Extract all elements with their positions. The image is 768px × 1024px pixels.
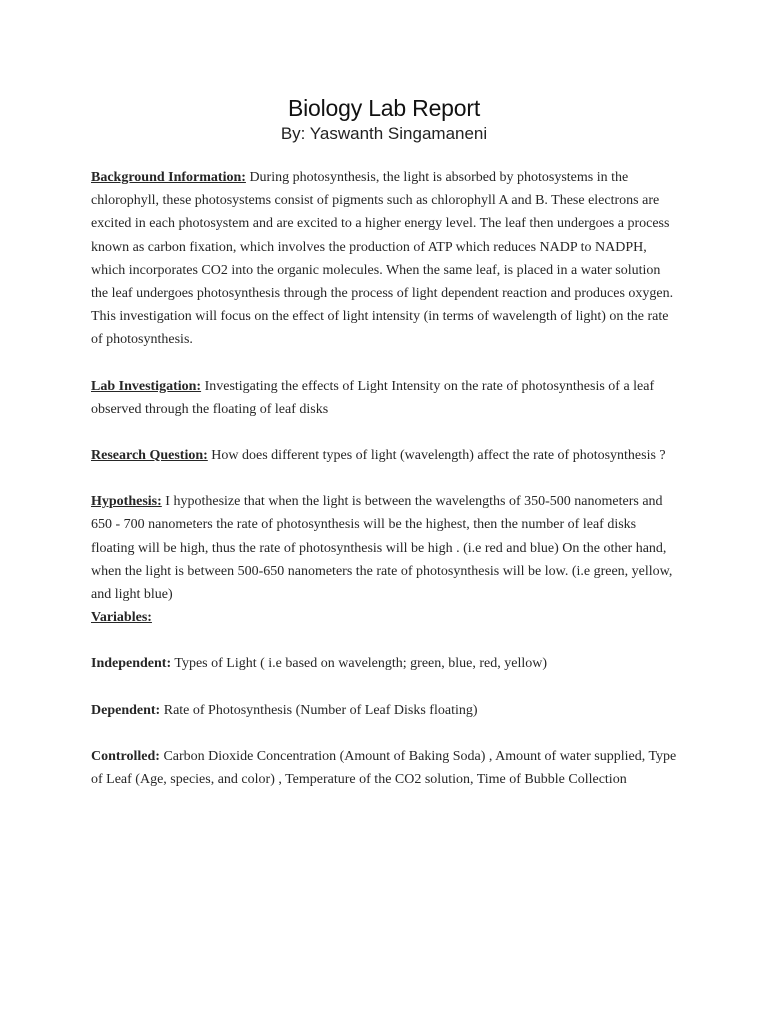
paragraph-spacer — [91, 676, 681, 699]
controlled-variable-text: Carbon Dioxide Concentration (Amount of Baking Soda) , Amount of water supplied, Type of Leaf (Age, species, and color) , Temperature of the CO2 solution, Time of Bubble Collection — [91, 748, 677, 788]
independent-variable-label: Independent: — [91, 656, 172, 672]
dependent-variable-paragraph — [91, 699, 681, 722]
lab-investigation-paragraph — [91, 375, 681, 421]
variables-heading: Variables: — [91, 610, 152, 626]
background-paragraph — [91, 166, 681, 352]
paragraph-spacer — [91, 352, 681, 375]
paragraph-spacer — [91, 421, 681, 444]
hypothesis-paragraph — [91, 490, 681, 606]
paragraph-spacer — [91, 629, 681, 652]
lab-investigation-label: Lab Investigation: — [91, 378, 202, 394]
paragraph-spacer — [91, 467, 681, 490]
lab-investigation-text: Investigating the effects of Light Intensity on the rate of photosynthesis of a leaf observed through the floating of leaf disks — [91, 378, 655, 417]
independent-variable-text: Types of Light ( i.e based on wavelength; green, blue, red, yellow) — [171, 656, 548, 672]
paragraph-spacer — [91, 722, 681, 745]
hypothesis-label: Hypothesis: — [91, 494, 162, 510]
hypothesis-text: I hypothesize that when the light is between the wavelengths of 350-500 nanometers and 650 - 700 nanometers the rate of photosynthesis will be the highest, then the number of leaf disks floating will be high, thus the rate of photosynthesis will be high . (i.e red and blue) On the other hand, when the light is between 500-650 nanometers the rate of photosynthesis will be low. (i.e green, yellow, and light blue) — [91, 494, 673, 603]
background-label: Background Information: — [91, 170, 246, 185]
research-question-paragraph — [91, 444, 681, 467]
dependent-variable-label: Dependent: — [91, 702, 161, 718]
research-question-label: Research Question: — [91, 448, 208, 464]
document-body — [91, 166, 681, 791]
document-author: By: Yaswanth Singamaneni — [280, 124, 488, 143]
document-title: Biology Lab Report — [287, 95, 481, 121]
controlled-variable-label: Controlled: — [91, 748, 160, 764]
controlled-variable-paragraph — [91, 745, 681, 791]
variables-heading-paragraph — [91, 606, 681, 629]
independent-variable-paragraph — [91, 652, 681, 675]
dependent-variable-text: Rate of Photosynthesis (Number of Leaf Disks floating) — [160, 702, 478, 718]
research-question-text: How does different types of light (wavelength) affect the rate of photosynthesis ? — [207, 448, 666, 464]
background-text: During photosynthesis, the light is absorbed by photosystems in the chlorophyll, these photosystems consist of pigments such as chlorophyll A and B. These electrons are excited in each photosystem and are excited to a higher energy level. The leaf then undergoes a process known as carbon fixation, which involves the production of ATP which reduces NADP to NADPH, which incorporates CO2 into the organic molecules. When the same leaf, is placed in a water solution the leaf undergoes photosynthesis through the process of light dependent reaction and produces oxygen. This investigation will focus on the effect of light intensity (in terms of wavelength of light) on the rate of photosynthesis. — [91, 170, 674, 348]
